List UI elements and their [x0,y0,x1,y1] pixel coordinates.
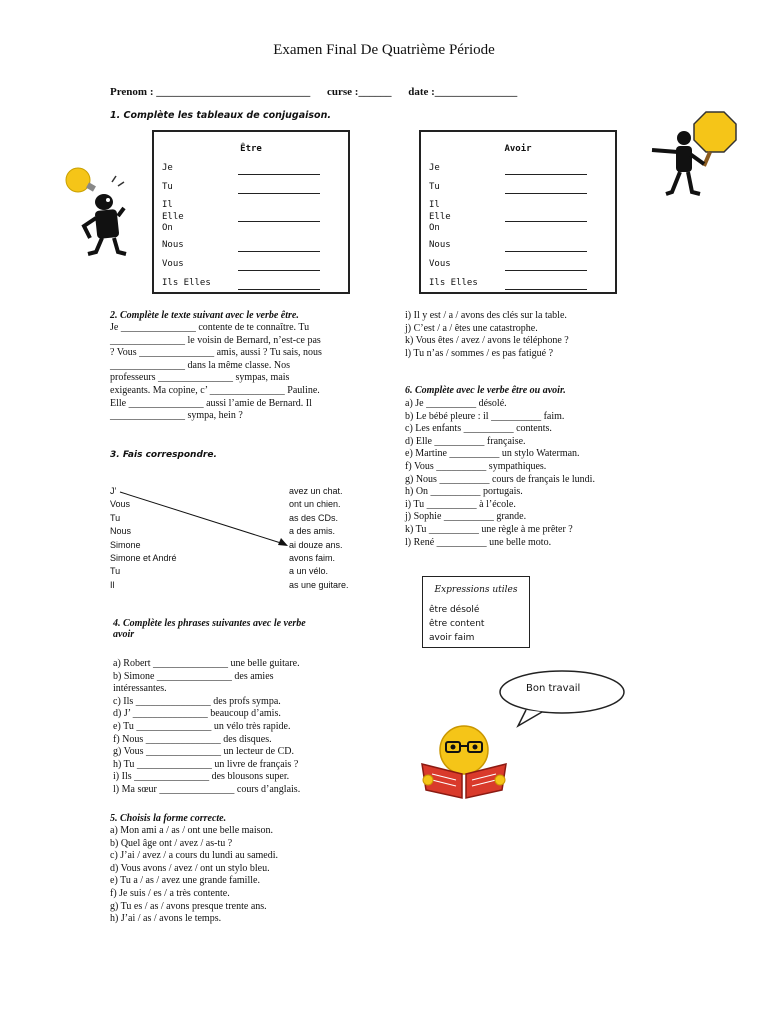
reading-smiley-illustration [418,724,510,800]
section5-text [110,825,278,926]
section5-line: f) Je suis / es / a très contente. [110,887,230,899]
etre-table-title: Être [240,144,262,154]
avoir-blank[interactable] [505,174,587,175]
section2-line: _______________ dans la même classe. Nos [110,359,290,371]
section2-line: Je _______________ contente de te connaître. Tu [110,322,310,333]
match-right-item: as des CDs. [289,512,339,523]
avoir-pronoun: Vous [429,259,451,269]
match-right-item: as une guitare. [289,579,349,590]
section6-line: f) Vous __________ sympathiques. [405,460,547,472]
etre-pronoun: Vous [162,259,184,269]
section4-line: intéressantes. [113,683,167,695]
section5-line: c) J’ai / avez / a cours du lundi au samedi. [110,850,278,862]
match-left-item: Vous [110,499,131,510]
section4-line: d) J’ _______________ beaucoup d’amis. [113,708,281,720]
section5-line: d) Vous avons / avez / ont un stylo bleu. [110,862,270,874]
section2-line: ? Vous _______________ amis, aussi ? Tu sais, nous [110,347,322,359]
avoir-blank[interactable] [505,270,587,271]
section5-line: e) Tu a / as / avez une grande famille. [110,875,260,887]
section1-heading: 1. Complète les tableaux de conjugaison. [110,110,331,121]
curse-field[interactable]: curse :______ [326,86,392,98]
avoir-pronoun: On [429,223,440,233]
section4-line: g) Vous _______________ un lecteur de CD. [113,746,295,758]
section4-heading [113,618,306,640]
avoir-pronoun: Il [429,200,440,210]
section6-line: i) Tu __________ à l’école. [405,498,516,510]
avoir-table-title: Avoir [504,144,532,154]
student-info-line [110,86,531,98]
section5-line: b) Quel âge ont / avez / as-tu ? [110,837,233,849]
section2-line: _______________ le voisin de Bernard, n’est-ce pas [110,334,321,346]
section6-line: b) Le bébé pleure : il __________ faim. [405,410,565,422]
avoir-pronoun: Elle [429,212,451,222]
etre-blank[interactable] [238,251,320,252]
match-left-item: Simone [110,539,141,550]
section5-line: a) Mon ami a / as / ont une belle maison. [110,825,274,836]
avoir-pronoun: Nous [429,240,451,250]
expression-item: être content [429,619,485,629]
etre-pronoun: On [162,223,173,233]
avoir-blank[interactable] [505,251,587,252]
section5-line: k) Vous êtes / avez / avons le téléphone ? [405,335,569,347]
etre-blank[interactable] [238,174,320,175]
expressions-list [429,603,484,645]
section2-text [110,322,322,423]
match-right-item: a des amis. [289,526,336,537]
section5-continued-text [405,310,569,360]
lightbulb-figure-illustration [60,160,138,260]
expressions-box [422,576,530,648]
etre-blank[interactable] [238,289,320,290]
etre-pronoun: Tu [162,182,173,192]
match-left-item: J’ [110,486,117,496]
match-left-item: Tu [110,512,121,523]
avoir-blank[interactable] [505,193,587,194]
expressions-title: Expressions utiles [434,585,518,595]
section6-line: l) René __________ une belle moto. [405,536,552,548]
section6-line: d) Elle __________ française. [405,435,526,447]
section4-line: a) Robert _______________ une belle guitare. [113,658,300,669]
section4-heading-line: 4. Complète les phrases suivantes avec le verbe [113,618,306,629]
speech-bubble-shape [496,668,628,730]
section6-heading: 6. Complète avec le verbe être ou avoir. [405,385,566,396]
section2-line: _______________ sympa, hein ? [110,410,243,422]
section6-line: j) Sophie __________ grande. [405,511,527,523]
section6-line: c) Les enfants __________ contents. [405,423,552,435]
match-right-column [289,485,349,592]
section6-text [405,398,595,549]
expression-item: avoir faim [429,633,475,643]
avoir-blank[interactable] [505,221,587,222]
avoir-pronoun: Ils Elles [429,278,478,288]
etre-pronoun: Il [162,200,173,210]
section4-line: f) Nous _______________ des disques. [113,733,272,745]
expression-item: être désolé [429,605,480,615]
section4-line: c) Ils _______________ des profs sympa. [113,695,281,707]
match-left-item: Tu [110,566,121,577]
section6-line: h) On __________ portugais. [405,486,523,498]
section4-line: h) Tu _______________ un livre de français ? [113,758,299,770]
section5-heading: 5. Choisis la forme correcte. [110,813,227,824]
section2-heading: 2. Complète le texte suivant avec le verbe être. [110,310,299,321]
etre-pronoun: Nous [162,240,184,250]
etre-blank[interactable] [238,193,320,194]
avoir-pronoun: Je [429,163,440,173]
section6-line: a) Je __________ désolé. [405,398,507,409]
section2-line: Elle _______________ aussi l’amie de Bernard. Il [110,397,312,409]
section5-line: h) J’ai / as / avons le temps. [110,913,222,925]
section4-line: i) Ils _______________ des blousons super. [113,771,290,783]
avoir-blank[interactable] [505,289,587,290]
page-title: Examen Final De Quatrième Période [273,42,495,58]
section2-line: professeurs _______________ sympas, mais [110,372,290,384]
sign-holding-figure-illustration [644,108,740,198]
section6-line: e) Martine __________ un stylo Waterman. [405,448,580,460]
match-right-item: avons faim. [289,553,336,564]
section4-line: b) Simone _______________ des amies [113,670,274,682]
section4-text [113,658,300,797]
section3-heading: 3. Fais correspondre. [110,450,217,460]
etre-pronoun: Je [162,163,173,173]
section5-line: l) Tu n’as / sommes / es pas fatigué ? [405,347,554,359]
match-left-item: Il [110,579,115,590]
section4-heading-line: avoir [113,629,135,640]
section6-line: g) Nous __________ cours de français le lundi. [405,473,595,485]
section5-line: j) C’est / a / êtes une catastrophe. [405,322,538,334]
match-left-item: Simone et André [110,553,177,564]
section6-line: k) Tu __________ une règle à me prêter ? [405,523,573,535]
etre-pronoun: Elle [162,212,184,222]
section4-line: e) Tu _______________ un vélo très rapide. [113,720,291,732]
etre-table [152,130,350,294]
avoir-pronoun: Tu [429,182,440,192]
match-right-item: ai douze ans. [289,539,343,550]
example-match-arrow [118,485,293,555]
etre-pronoun: Ils Elles [162,278,211,288]
section5-line: i) Il y est / a / avons des clés sur la table. [405,310,567,321]
match-right-item: ont un chien. [289,499,341,510]
prenom-field[interactable]: Prenom : ____________________________ [110,86,311,98]
match-right-item: a un vélo. [289,566,329,577]
section5-line: g) Tu es / as / avons presque trente ans. [110,900,267,912]
avoir-table [419,130,617,294]
section2-line: exigeants. Ma copine, c’ _______________ Pauline. [110,384,320,396]
etre-blank[interactable] [238,221,320,222]
section4-line: l) Ma sœur _______________ cours d’anglais. [113,783,301,795]
speech-bubble-text: Bon travail [526,683,581,694]
etre-blank[interactable] [238,270,320,271]
match-right-item: avez un chat. [289,486,343,496]
match-left-item: Nous [110,526,132,537]
date-field[interactable]: date :_______________ [408,86,518,98]
